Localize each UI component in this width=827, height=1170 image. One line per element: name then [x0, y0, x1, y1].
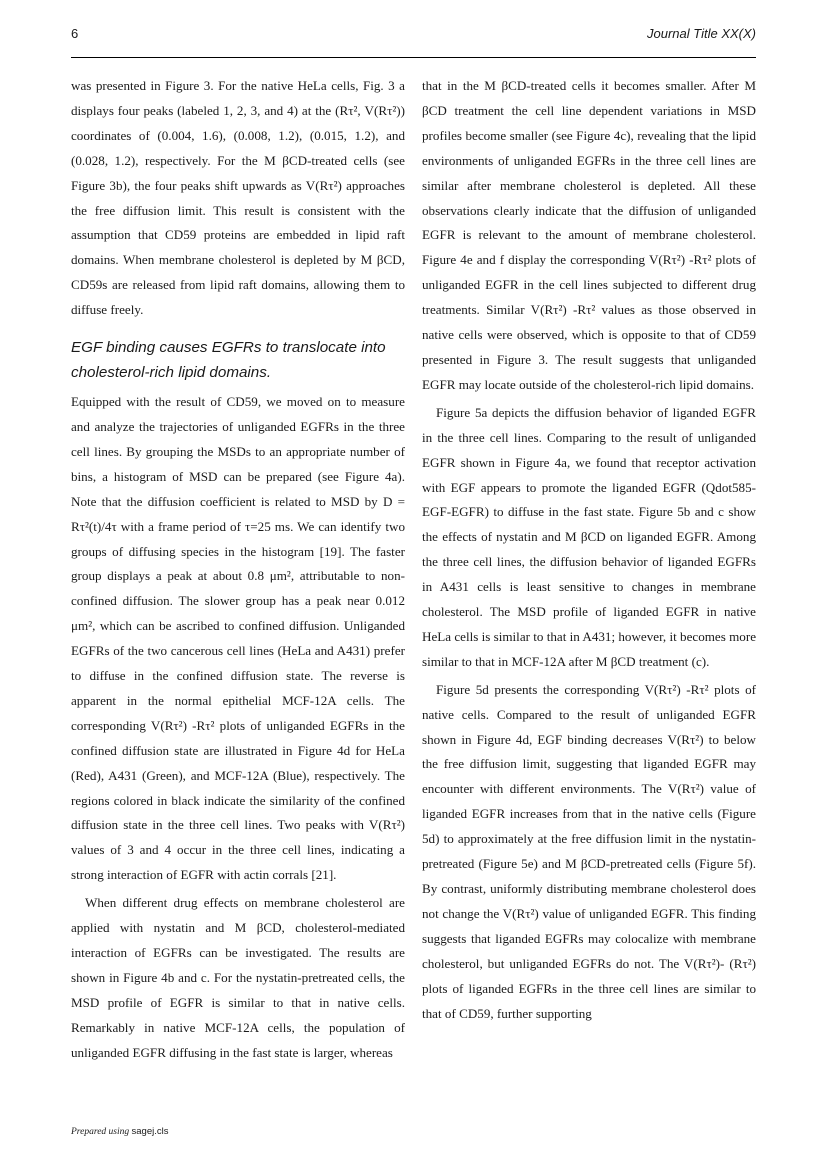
- page-header: [71, 26, 756, 46]
- right-column: [422, 74, 756, 1026]
- paragraph-drug-effects: When different drug effects on membrane cholesterol are applied with nystatin and M βCD, cholesterol-mediated interaction of EGFRs can be investigated. The results are shown in Figure 4b and c. For the nystatin-pretreated cells, the MSD profile of EGFR is similar to that in native cells. Remarkably in native MCF-12A cells, the population of unliganded EGFR diffusing in the fast state is larger, whereas: [71, 895, 405, 1060]
- page-number: 6: [71, 26, 79, 41]
- left-column: [71, 74, 405, 1066]
- header-rule: [71, 57, 756, 58]
- paragraph-liganded-egfr: Figure 5a depicts the diffusion behavior of liganded EGFR in the three cell lines. Comparing to the result of unliganded EGFR shown in Figure 4a, we found that receptor activation with EGF appears to promote the liganded EGFR (Qdot585-EGF-EGFR) to diffuse in the fast state. Figure 5b and c show the effects of nystatin and M βCD on liganded EGFR. Among the three cell lines, the diffusion behavior of liganded EGFRs in A431 cells is least sensitive to changes in membrane cholesterol. The MSD profile of liganded EGFR in native HeLa cells is similar to that in A431; however, it becomes more similar to that in MCF-12A after M βCD treatment (c).: [422, 404, 757, 669]
- paragraph-cd59-peaks: was presented in Figure 3. For the native HeLa cells, Fig. 3 a displays four peaks (labeled 1, 2, 3, and 4) at the (Rτ², V(Rτ²)) coordinates of (0.004, 1.6), (0.008, 1.2), (0.015, 1.2), and (0.028, 1.2), respectively. For the M βCD-treated cells (see Figure 3b), the four peaks shift upwards as V(Rτ²) approaches the free diffusion limit. This result is consistent with the assumption that CD59 proteins are embedded in lipid raft domains. When membrane cholesterol is depleted by M βCD, CD59s are released from lipid raft domains, allowing them to diffuse freely.: [71, 78, 405, 318]
- journal-title: Journal Title XX(X): [647, 26, 756, 41]
- paragraph-figure5d: Figure 5d presents the corresponding V(Rτ²) -Rτ² plots of native cells. Compared to the result of unliganded EGFR shown in Figure 4d, EGF binding decreases V(Rτ²) to below the free diffusion limit, suggesting that liganded EGFR may encounter with different environments. The V(Rτ²) value of liganded EGFR increases from that in the native cells (Figure 5d) to approximately at the free diffusion limit in the nystatin-pretreated (Figure 5e) and M βCD-pretreated cells (Figure 5f). By contrast, uniformly distributing membrane cholesterol does not change the V(Rτ²) value of unliganded EGFR. This finding suggests that liganded EGFRs may colocalize with membrane cholesterol, but unliganded EGFRs do not. The V(Rτ²)- (Rτ²) plots of liganded EGFRs in the three cell lines are similar to that of CD59, further supporting: [422, 681, 756, 1021]
- section-heading: EGF binding causes EGFRs to translocate into cholesterol-rich lipid domains.: [71, 339, 386, 382]
- paragraph-unliganded-egfr: Equipped with the result of CD59, we moved on to measure and analyze the trajectories of unliganded EGFRs in the three cell lines. By grouping the MSDs to an appropriate number of bins, a histogram of MSD can be prepared (see Figure 4a). Note that the diffusion coefficient is related to MSD by D = Rτ²(t)/4τ with a frame period of τ=25 ms. We can identify two groups of diffusing species in the histogram [19]. The faster group displays a peak at about 0.8 μm², attributable to non-confined diffusion. The slower group has a peak near 0.012 μm², which can be ascribed to confined diffusion. Unliganded EGFRs of the two cancerous cell lines (HeLa and A431) prefer to diffuse in the confined diffusion state. The reverse is apparent in the normal epithelial MCF-12A cells. The corresponding V(Rτ²) -Rτ² plots of unliganded EGFRs in the confined diffusion state are illustrated in Figure 4d for HeLa (Red), A431 (Green), and MCF-12A (Blue), respectively. The regions colored in black indicate the similarity of the confined diffusion state in the three cell lines. Two peaks with V(Rτ²) values of 3 and 4 occur in the three cell lines, indicating a strong interaction of EGFR with actin corrals [21].: [71, 394, 405, 883]
- footer-cls: sagej.cls: [131, 1126, 169, 1137]
- footer-prepared: Prepared using: [71, 1127, 130, 1137]
- paragraph-mbcd-treated: that in the M βCD-treated cells it becomes smaller. After M βCD treatment the cell line dependent variations in MSD profiles become smaller (see Figure 4c), revealing that the lipid environments of unliganded EGFRs in the three cell lines are similar after membrane cholesterol is depleted. All these observations clearly indicate that the diffusion of unliganded EGFR is relevant to the amount of membrane cholesterol. Figure 4e and f display the corresponding V(Rτ²) -Rτ² plots of unliganded EGFR in the cell lines subjected to different drug treatments. Similar V(Rτ²) -Rτ² values as those observed in native cells were observed, which is opposite to that of CD59 presented in Figure 3. The result suggests that unliganded EGFR may locate outside of the cholesterol-rich lipid domains.: [422, 78, 756, 392]
- footer: [71, 1126, 168, 1137]
